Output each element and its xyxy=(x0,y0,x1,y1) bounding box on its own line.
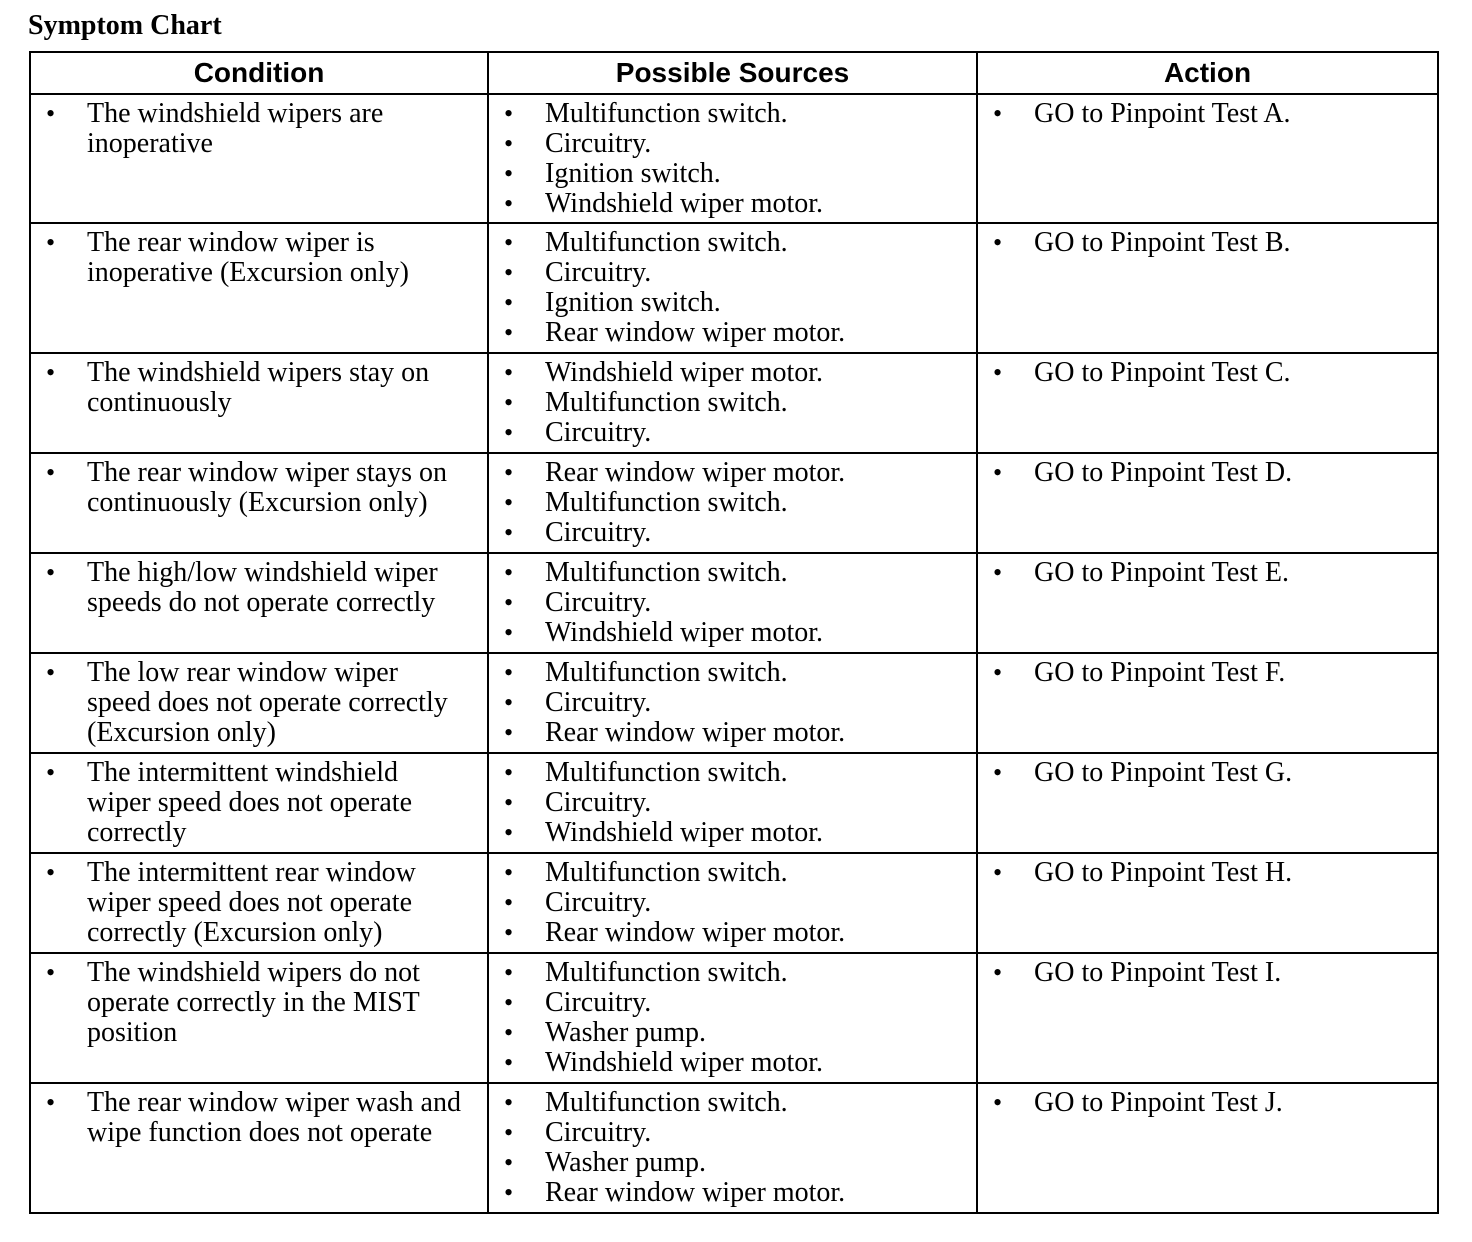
action-cell xyxy=(977,94,1438,223)
table-body xyxy=(30,94,1438,1213)
condition-list xyxy=(31,954,487,1048)
bullet-icon: • xyxy=(504,388,514,417)
source-text: Rear window wiper motor. xyxy=(545,317,846,348)
condition-item xyxy=(31,558,481,618)
action-item xyxy=(978,228,1431,258)
action-cell xyxy=(977,453,1438,553)
bullet-icon: • xyxy=(504,658,514,687)
bullet-icon: • xyxy=(993,458,1003,487)
table-row xyxy=(30,223,1438,353)
bullet-icon: • xyxy=(504,129,514,158)
condition-item xyxy=(31,958,481,1048)
action-list xyxy=(978,854,1437,888)
bullet-icon: • xyxy=(504,288,514,317)
source-text: Windshield wiper motor. xyxy=(545,817,824,848)
source-text: Multifunction switch. xyxy=(545,857,788,888)
page-title: Symptom Chart xyxy=(28,10,222,41)
action-item xyxy=(978,758,1431,788)
condition-text: The windshield wipers do not operate correctly in the MIST position xyxy=(87,957,420,1048)
source-item xyxy=(489,658,970,688)
bullet-icon: • xyxy=(46,458,56,487)
condition-list xyxy=(31,554,487,618)
source-item xyxy=(489,1118,970,1148)
sources-cell xyxy=(488,653,977,753)
sources-cell xyxy=(488,853,977,953)
source-text: Multifunction switch. xyxy=(545,227,788,258)
bullet-icon: • xyxy=(504,788,514,817)
table-row xyxy=(30,853,1438,953)
condition-cell xyxy=(30,853,488,953)
action-list xyxy=(978,454,1437,488)
sources-list xyxy=(489,754,976,848)
source-item xyxy=(489,718,970,748)
bullet-icon: • xyxy=(504,189,514,218)
bullet-icon: • xyxy=(993,358,1003,387)
condition-item xyxy=(31,758,481,848)
action-text: GO to Pinpoint Test I. xyxy=(1034,957,1282,988)
source-item xyxy=(489,618,970,648)
sources-cell xyxy=(488,223,977,353)
bullet-icon: • xyxy=(46,558,56,587)
source-item xyxy=(489,888,970,918)
condition-text: The high/low windshield wiper speeds do not operate correctly xyxy=(87,557,438,618)
condition-text: The rear window wiper stays on continuously (Excursion only) xyxy=(87,457,448,518)
condition-item xyxy=(31,358,481,418)
action-item xyxy=(978,458,1431,488)
sources-list xyxy=(489,854,976,948)
bullet-icon: • xyxy=(46,858,56,887)
condition-list xyxy=(31,354,487,418)
bullet-icon: • xyxy=(504,688,514,717)
source-item xyxy=(489,358,970,388)
bullet-icon: • xyxy=(46,99,56,128)
source-text: Rear window wiper motor. xyxy=(545,717,846,748)
bullet-icon: • xyxy=(504,918,514,947)
source-text: Rear window wiper motor. xyxy=(545,917,846,948)
bullet-icon: • xyxy=(504,1118,514,1147)
condition-cell xyxy=(30,353,488,453)
source-item xyxy=(489,388,970,418)
sources-cell xyxy=(488,453,977,553)
bullet-icon: • xyxy=(46,228,56,257)
source-item xyxy=(489,1178,970,1208)
sources-list xyxy=(489,454,976,548)
source-item xyxy=(489,758,970,788)
action-text: GO to Pinpoint Test H. xyxy=(1034,857,1293,888)
source-item xyxy=(489,1088,970,1118)
bullet-icon: • xyxy=(993,228,1003,257)
bullet-icon: • xyxy=(504,718,514,747)
action-list xyxy=(978,754,1437,788)
sources-cell xyxy=(488,94,977,223)
sources-cell xyxy=(488,1083,977,1213)
condition-text: The rear window wiper is inoperative (Excursion only) xyxy=(87,227,409,288)
source-item xyxy=(489,1148,970,1178)
condition-cell xyxy=(30,453,488,553)
source-item xyxy=(489,918,970,948)
bullet-icon: • xyxy=(46,358,56,387)
symptom-chart-table xyxy=(29,51,1439,1214)
bullet-icon: • xyxy=(504,418,514,447)
sources-cell xyxy=(488,953,977,1083)
condition-item xyxy=(31,1088,481,1148)
table-row xyxy=(30,94,1438,223)
action-text: GO to Pinpoint Test D. xyxy=(1034,457,1293,488)
source-text: Multifunction switch. xyxy=(545,98,788,129)
table-row xyxy=(30,653,1438,753)
condition-item xyxy=(31,458,481,518)
source-text: Circuitry. xyxy=(545,128,652,159)
source-text: Circuitry. xyxy=(545,417,652,448)
bullet-icon: • xyxy=(504,988,514,1017)
condition-list xyxy=(31,854,487,948)
source-text: Rear window wiper motor. xyxy=(545,457,846,488)
bullet-icon: • xyxy=(504,1088,514,1117)
source-text: Multifunction switch. xyxy=(545,557,788,588)
source-item xyxy=(489,318,970,348)
table-row xyxy=(30,453,1438,553)
sources-list xyxy=(489,354,976,448)
condition-list xyxy=(31,754,487,848)
action-text: GO to Pinpoint Test J. xyxy=(1034,1087,1283,1118)
action-item xyxy=(978,958,1431,988)
source-item xyxy=(489,458,970,488)
action-text: GO to Pinpoint Test C. xyxy=(1034,357,1291,388)
bullet-icon: • xyxy=(504,818,514,847)
source-text: Multifunction switch. xyxy=(545,387,788,418)
sources-cell xyxy=(488,753,977,853)
source-text: Circuitry. xyxy=(545,787,652,818)
bullet-icon: • xyxy=(504,358,514,387)
header-action: Action xyxy=(977,52,1438,94)
condition-text: The intermittent rear window wiper speed does not operate correctly (Excursion only) xyxy=(87,857,416,948)
table-row xyxy=(30,1083,1438,1213)
source-item xyxy=(489,288,970,318)
action-item xyxy=(978,558,1431,588)
sources-cell xyxy=(488,353,977,453)
sources-list xyxy=(489,654,976,748)
source-text: Multifunction switch. xyxy=(545,957,788,988)
condition-list xyxy=(31,95,487,159)
condition-cell xyxy=(30,953,488,1083)
source-text: Washer pump. xyxy=(545,1017,707,1048)
source-text: Multifunction switch. xyxy=(545,657,788,688)
sources-list xyxy=(489,954,976,1078)
condition-cell xyxy=(30,753,488,853)
source-text: Circuitry. xyxy=(545,687,652,718)
bullet-icon: • xyxy=(504,518,514,547)
source-item xyxy=(489,688,970,718)
bullet-icon: • xyxy=(504,318,514,347)
condition-item xyxy=(31,658,481,748)
header-condition: Condition xyxy=(30,52,488,94)
source-text: Circuitry. xyxy=(545,517,652,548)
condition-item xyxy=(31,99,481,159)
action-text: GO to Pinpoint Test E. xyxy=(1034,557,1289,588)
source-text: Circuitry. xyxy=(545,257,652,288)
bullet-icon: • xyxy=(993,558,1003,587)
action-cell xyxy=(977,753,1438,853)
source-text: Multifunction switch. xyxy=(545,1087,788,1118)
source-text: Ignition switch. xyxy=(545,287,721,318)
source-item xyxy=(489,228,970,258)
bullet-icon: • xyxy=(504,1178,514,1207)
condition-cell xyxy=(30,553,488,653)
bullet-icon: • xyxy=(504,1148,514,1177)
source-item xyxy=(489,1048,970,1078)
action-cell xyxy=(977,653,1438,753)
condition-item xyxy=(31,228,481,288)
sources-cell xyxy=(488,553,977,653)
bullet-icon: • xyxy=(504,858,514,887)
source-item xyxy=(489,518,970,548)
action-cell xyxy=(977,553,1438,653)
sources-list xyxy=(489,554,976,648)
bullet-icon: • xyxy=(46,658,56,687)
sources-list xyxy=(489,224,976,348)
condition-text: The low rear window wiper speed does not operate correctly (Excursion only) xyxy=(87,657,448,748)
condition-cell xyxy=(30,223,488,353)
source-text: Ignition switch. xyxy=(545,158,721,189)
source-text: Multifunction switch. xyxy=(545,487,788,518)
action-text: GO to Pinpoint Test F. xyxy=(1034,657,1286,688)
source-item xyxy=(489,788,970,818)
source-item xyxy=(489,558,970,588)
bullet-icon: • xyxy=(46,1088,56,1117)
source-item xyxy=(489,818,970,848)
bullet-icon: • xyxy=(504,888,514,917)
table-row xyxy=(30,553,1438,653)
condition-text: The intermittent windshield wiper speed does not operate correctly xyxy=(87,757,412,848)
condition-text: The rear window wiper wash and wipe function does not operate xyxy=(87,1087,461,1148)
bullet-icon: • xyxy=(993,99,1003,128)
source-item xyxy=(489,129,970,159)
condition-list xyxy=(31,454,487,518)
action-list xyxy=(978,1084,1437,1118)
bullet-icon: • xyxy=(993,658,1003,687)
bullet-icon: • xyxy=(993,1088,1003,1117)
bullet-icon: • xyxy=(993,958,1003,987)
source-item xyxy=(489,159,970,189)
bullet-icon: • xyxy=(993,758,1003,787)
action-item xyxy=(978,358,1431,388)
header-possible-sources: Possible Sources xyxy=(488,52,977,94)
table-row xyxy=(30,753,1438,853)
condition-text: The windshield wipers stay on continuously xyxy=(87,357,430,418)
bullet-icon: • xyxy=(504,458,514,487)
sources-list xyxy=(489,1084,976,1208)
source-text: Circuitry. xyxy=(545,1117,652,1148)
bullet-icon: • xyxy=(504,159,514,188)
sources-list xyxy=(489,95,976,219)
bullet-icon: • xyxy=(504,618,514,647)
bullet-icon: • xyxy=(504,1048,514,1077)
bullet-icon: • xyxy=(46,958,56,987)
condition-list xyxy=(31,1084,487,1148)
condition-list xyxy=(31,654,487,748)
source-item xyxy=(489,99,970,129)
action-item xyxy=(978,658,1431,688)
source-text: Circuitry. xyxy=(545,587,652,618)
source-text: Windshield wiper motor. xyxy=(545,1047,824,1078)
source-item xyxy=(489,1018,970,1048)
action-cell xyxy=(977,953,1438,1083)
bullet-icon: • xyxy=(504,758,514,787)
bullet-icon: • xyxy=(504,258,514,287)
source-text: Washer pump. xyxy=(545,1147,707,1178)
bullet-icon: • xyxy=(46,758,56,787)
condition-cell xyxy=(30,94,488,223)
action-text: GO to Pinpoint Test B. xyxy=(1034,227,1291,258)
source-item xyxy=(489,588,970,618)
table-row xyxy=(30,353,1438,453)
action-item xyxy=(978,858,1431,888)
table-header-row xyxy=(30,52,1438,94)
bullet-icon: • xyxy=(504,99,514,128)
action-list xyxy=(978,654,1437,688)
bullet-icon: • xyxy=(504,958,514,987)
bullet-icon: • xyxy=(993,858,1003,887)
condition-list xyxy=(31,224,487,288)
bullet-icon: • xyxy=(504,1018,514,1047)
source-text: Multifunction switch. xyxy=(545,757,788,788)
source-item xyxy=(489,488,970,518)
action-cell xyxy=(977,353,1438,453)
source-text: Windshield wiper motor. xyxy=(545,617,824,648)
source-text: Windshield wiper motor. xyxy=(545,357,824,388)
action-list xyxy=(978,224,1437,258)
condition-text: The windshield wipers are inoperative xyxy=(87,98,384,159)
source-text: Circuitry. xyxy=(545,887,652,918)
source-item xyxy=(489,988,970,1018)
action-list xyxy=(978,95,1437,129)
source-item xyxy=(489,418,970,448)
bullet-icon: • xyxy=(504,588,514,617)
action-cell xyxy=(977,1083,1438,1213)
condition-item xyxy=(31,858,481,948)
source-item xyxy=(489,858,970,888)
bullet-icon: • xyxy=(504,558,514,587)
action-list xyxy=(978,354,1437,388)
source-item xyxy=(489,258,970,288)
action-list xyxy=(978,554,1437,588)
action-cell xyxy=(977,853,1438,953)
source-text: Windshield wiper motor. xyxy=(545,188,824,219)
source-text: Circuitry. xyxy=(545,987,652,1018)
action-item xyxy=(978,1088,1431,1118)
action-item xyxy=(978,99,1431,129)
condition-cell xyxy=(30,1083,488,1213)
action-cell xyxy=(977,223,1438,353)
bullet-icon: • xyxy=(504,228,514,257)
bullet-icon: • xyxy=(504,488,514,517)
action-text: GO to Pinpoint Test G. xyxy=(1034,757,1293,788)
source-item xyxy=(489,189,970,219)
condition-cell xyxy=(30,653,488,753)
action-list xyxy=(978,954,1437,988)
source-text: Rear window wiper motor. xyxy=(545,1177,846,1208)
table-row xyxy=(30,953,1438,1083)
source-item xyxy=(489,958,970,988)
action-text: GO to Pinpoint Test A. xyxy=(1034,98,1291,129)
